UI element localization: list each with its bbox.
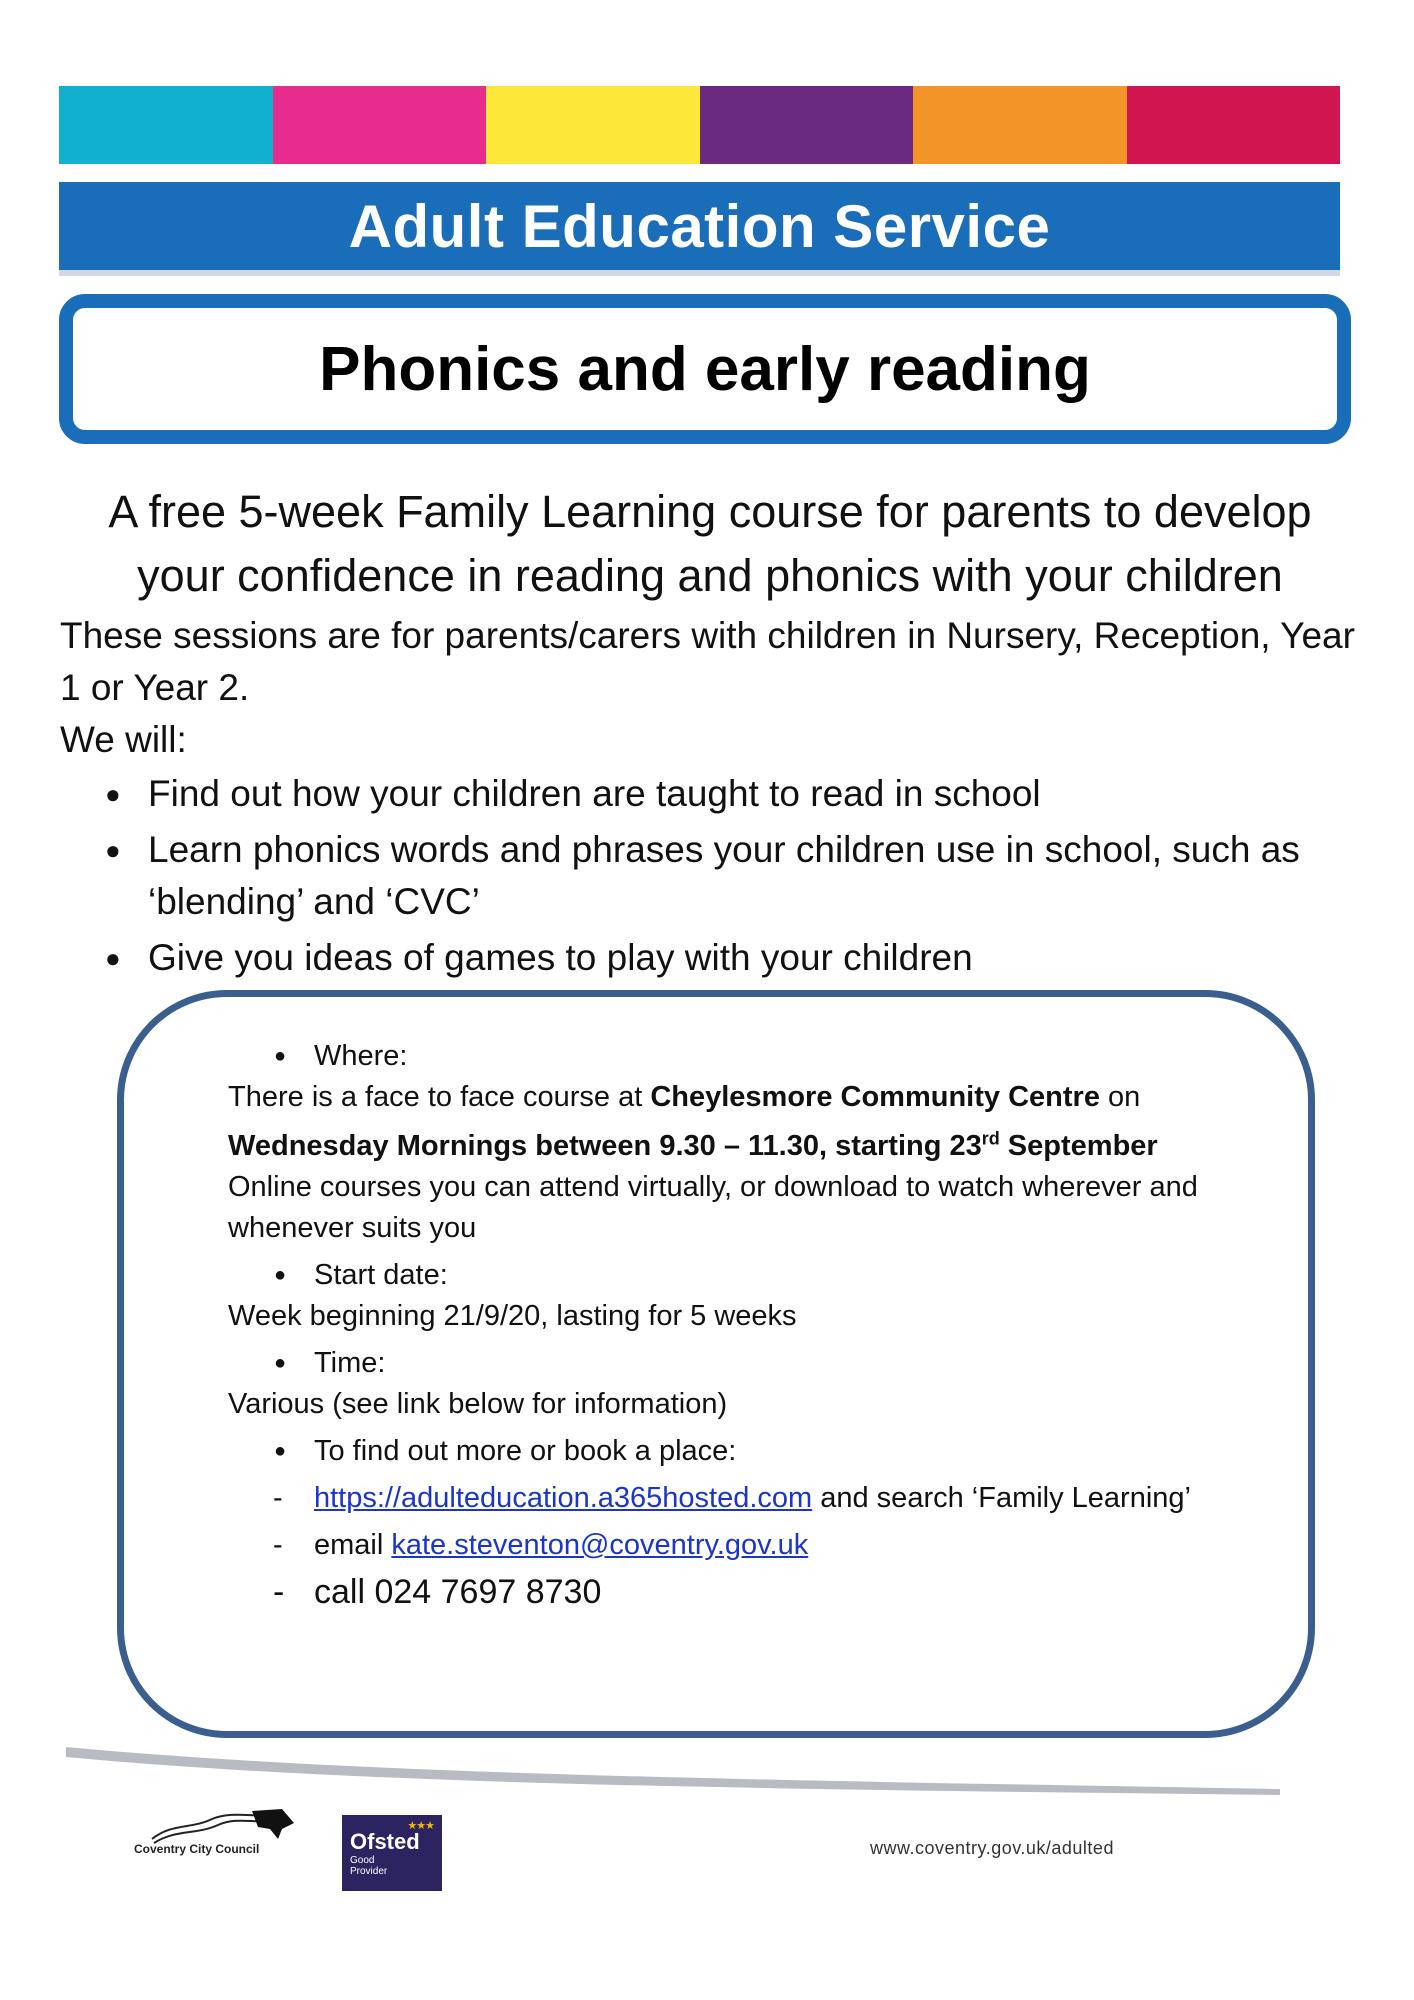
audience-text: These sessions are for parents/carers with children in Nursery, Reception, Year 1 or Year 2.	[60, 615, 1355, 708]
list-item: ● Learn phonics words and phrases your children use in school, such as ‘blending’ and ‘CVC’	[100, 824, 1360, 928]
venue-line	[228, 1077, 1278, 1118]
footer-swoosh	[66, 1745, 1280, 1805]
we-will-label: We will:	[60, 719, 187, 760]
schedule-text: Wednesday Mornings between 9.30 – 11.30, starting 23	[228, 1129, 982, 1162]
time-label: ● Time:	[228, 1343, 1278, 1384]
intro	[60, 610, 1360, 766]
learning-outcomes-list	[100, 768, 1360, 988]
color-stripe-bar	[59, 86, 1340, 164]
venue-name: Cheylesmore Community Centre	[650, 1081, 1100, 1113]
page-title: Phonics and early reading	[319, 334, 1091, 404]
schedule-line	[228, 1118, 1278, 1167]
stripe-orange	[913, 86, 1127, 164]
coventry-council-logo	[132, 1805, 312, 1865]
email-prefix: email	[314, 1528, 392, 1561]
stripe-cyan	[59, 86, 273, 164]
time-value: Various (see link below for information)	[228, 1387, 728, 1420]
footer-url: www.coventry.gov.uk/adulted	[870, 1838, 1114, 1858]
ofsted-rating-1: Good	[350, 1855, 375, 1866]
booking-link[interactable]: https://adulteducation.a365hosted.com	[314, 1481, 813, 1514]
ofsted-rating-2: Provider	[350, 1866, 388, 1877]
venue-on: on	[1099, 1081, 1141, 1113]
booking-link-suffix: and search ‘Family Learning’	[812, 1481, 1191, 1514]
booking-label: ● To find out more or book a place:	[228, 1431, 1278, 1472]
phone-line: - call 024 7697 8730	[228, 1572, 1278, 1613]
where-label: ● Where:	[228, 1036, 1278, 1077]
venue-prefix: There is a face to face course at	[228, 1081, 651, 1113]
email-line	[228, 1525, 1278, 1566]
schedule-month: September	[999, 1129, 1158, 1162]
ofsted-badge	[342, 1815, 442, 1891]
stars-icon: ★★★	[407, 1820, 434, 1832]
stripe-crimson	[1127, 86, 1341, 164]
ofsted-name: Ofsted	[350, 1829, 420, 1854]
booking-link-line	[228, 1478, 1278, 1519]
stripe-purple	[700, 86, 914, 164]
list-item: ● Find out how your children are taught to read in school	[100, 768, 1360, 820]
stripe-yellow	[486, 86, 700, 164]
schedule-ordinal: rd	[981, 1128, 1000, 1148]
online-text: Online courses you can attend virtually, or download to watch wherever and whenever suits you	[228, 1170, 1198, 1244]
start-date-label: ● Start date:	[228, 1255, 1278, 1296]
start-date-value: Week beginning 21/9/20, lasting for 5 weeks	[228, 1299, 797, 1332]
email-link[interactable]: kate.steventon@coventry.gov.uk	[391, 1528, 809, 1561]
course-subtitle: A free 5-week Family Learning course for parents to develop your confidence in reading and phonics with your children	[108, 486, 1312, 601]
stripe-magenta	[273, 86, 487, 164]
list-item: ● Give you ideas of games to play with your children	[100, 932, 1360, 984]
title-box	[59, 294, 1351, 444]
service-name: Adult Education Service	[348, 192, 1051, 260]
course-info	[228, 1036, 1278, 1613]
council-name: Coventry City Council	[134, 1842, 260, 1856]
service-banner	[59, 182, 1340, 276]
